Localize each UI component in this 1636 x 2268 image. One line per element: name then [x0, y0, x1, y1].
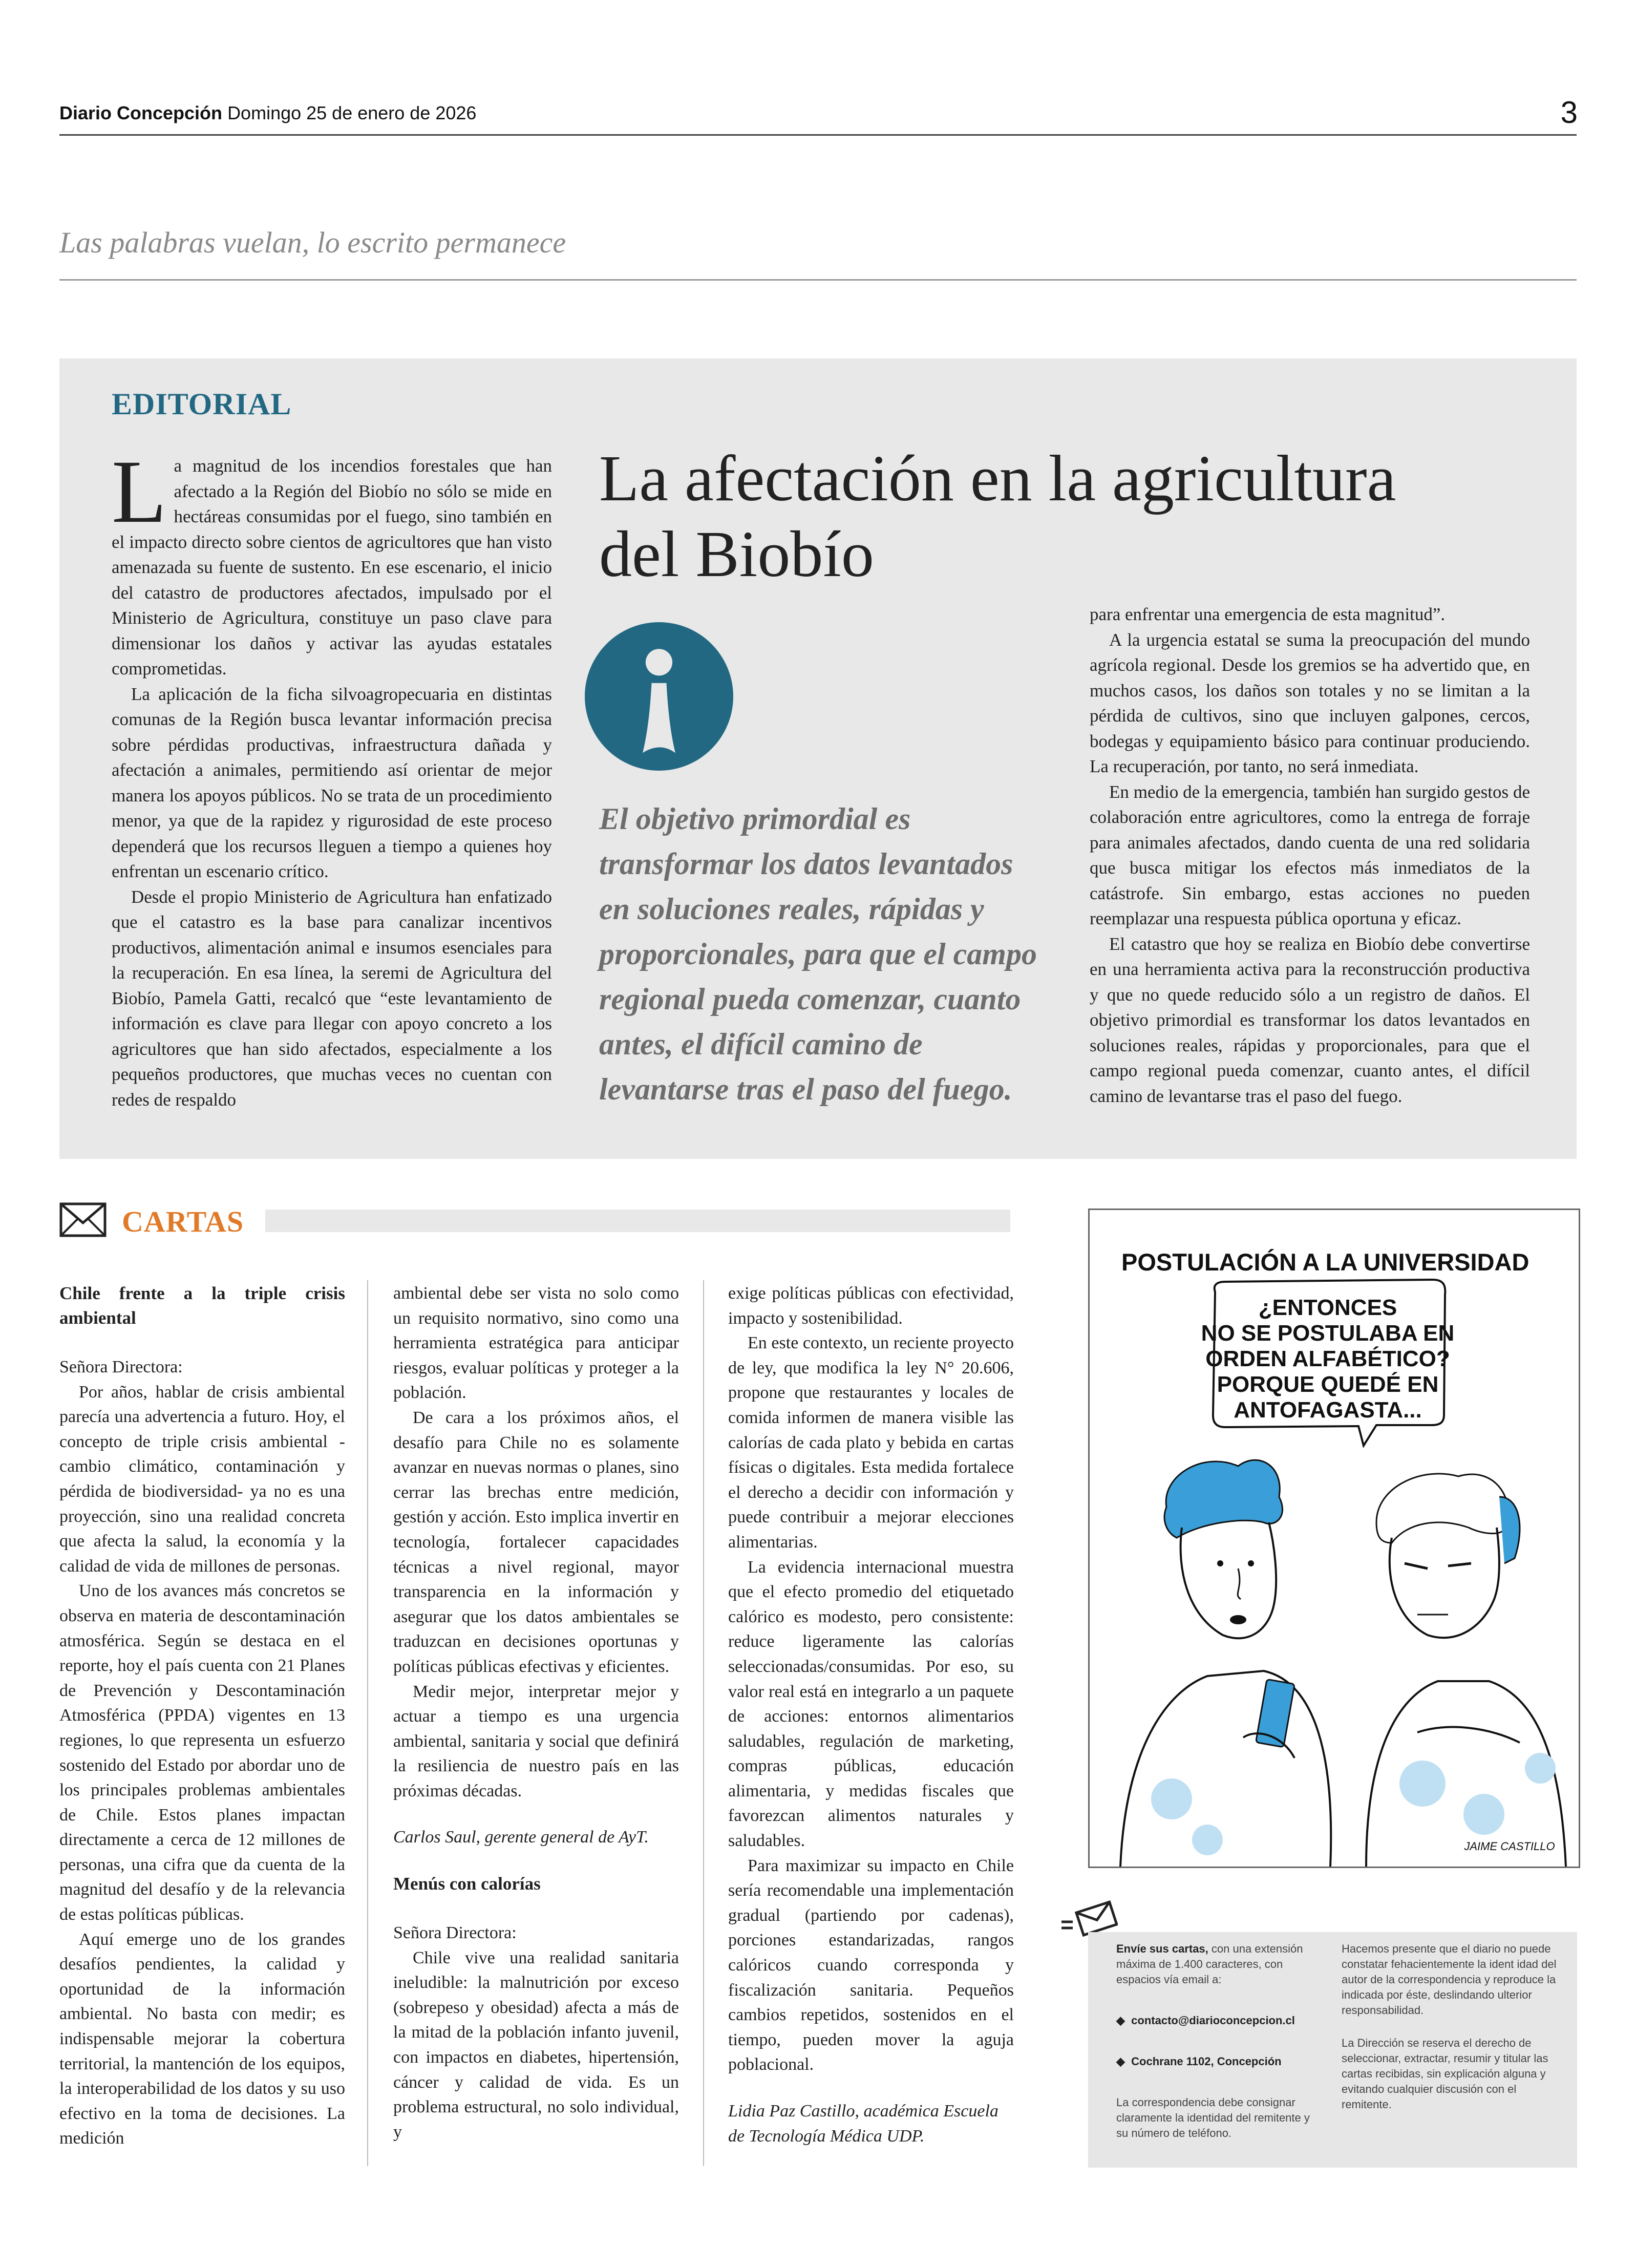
editorial-paragraph: A la urgencia estatal se suma la preocupación del mundo agrícola regional. Desde los gremios se ha advertido que, en muchos casos, los daños son totales y no se limitan a la pérdida de cultivos, sino que incluyen galpones, cercos, bodegas y equipamiento básico para continuar produciendo. La recuperación, por tanto, no será inmediata. [1090, 629, 1530, 776]
notice-direction: La Dirección se reserva el derecho de seleccionar, extractar, resumir y titular las cartas recibidas, sin explicación alguna y evitando cualquier discusión con el remitente. [1342, 2037, 1548, 2111]
svg-text:ANTOFAGASTA...: ANTOFAGASTA... [1234, 1397, 1422, 1423]
send-notices [1342, 1941, 1557, 2112]
editorial-column-1 [112, 442, 552, 1112]
consign-note: La correspondencia debe consignar claramente la identidad del remitente y su número de teléfono. [1116, 2096, 1310, 2139]
letter-paragraph: ambiental debe ser vista no solo como un requisito normativo, sino como una herramienta estratégica para anticipar riesgos, evaluar políticas y proteger a la población. [393, 1284, 679, 1403]
letter-paragraph: La evidencia internacional muestra que el efecto promedio del etiquetado calórico es modesto, pero consistente: reduce ligeramente las calorías seleccionadas/consumidas. Por eso, su valor real está en integrarlo a un paquete de acciones: entornos alimentarios saludables, regulación de marketing, compras públicas, educación alimentaria, y medidas fiscales que favorezcan alimentos naturales y saludables. [728, 1557, 1014, 1851]
column-divider [703, 1280, 704, 2166]
cartoon-title: POSTULACIÓN A LA UNIVERSIDAD [1121, 1248, 1529, 1276]
drop-cap: L [112, 442, 167, 542]
issue-date: Domingo 25 de enero de 2026 [227, 102, 477, 123]
editorial-headline: La afectación en la agricultura del Biobío [599, 442, 1396, 590]
editorial-paragraph: La aplicación de la ficha silvoagropecuaria en distintas comunas de la Región busca levantar información precisa sobre pérdidas productivas, infraestructura dañada y afectación a animales, permitiendo así orientar de mejor manera los apoyos públicos. No se trata de un procedimiento menor, ya que de la rapidez y rigurosidad de este proceso dependerá que los recursos lleguen a tiempo a quienes hoy enfrentan un escenario crítico. [112, 684, 552, 881]
page-number: 3 [1560, 95, 1578, 130]
paper-name: Diario Concepción [59, 102, 223, 123]
envelope-icon [59, 1202, 107, 1237]
cartas-bar [265, 1210, 1010, 1232]
svg-text:PORQUE QUEDÉ EN: PORQUE QUEDÉ EN [1217, 1372, 1439, 1397]
letter-paragraph: En este contexto, un reciente proyecto de ley, que modifica la ley N° 20.606, propone que restaurantes y locales de comida informen de manera visible las calorías de cada plato y bebida en cartas físicas o digitales. Esta medida fortalece el derecho a decidir con información y puede contribuir a mejorar elecciones alimentarias. [728, 1333, 1014, 1552]
letter-paragraph: Para maximizar su impacto en Chile sería recomendable una implementación gradual (partiendo por cadenas), porciones estandarizadas, rangos calóricos cuando corresponda y fiscalización sanitaria. Pequeños cambios repetidos, sostenidos en el tiempo, pueden mover la aguja poblacional. [728, 1856, 1014, 2074]
svg-text:NO SE POSTULABA EN: NO SE POSTULABA EN [1201, 1321, 1455, 1346]
letter-paragraph: Por años, hablar de crisis ambiental parecía una advertencia a futuro. Hoy, el concepto de triple crisis ambiental -cambio climático, contaminación y pérdida de biodiversidad- ya no es una proyección, sino una realidad concreta que afecta la salud, la economía y la calidad de vida de millones de personas. [59, 1382, 345, 1576]
editorial-label: EDITORIAL [112, 387, 292, 421]
left-character [1120, 1460, 1331, 1867]
letter-signature: Lidia Paz Castillo, académica Escuela de Tecnología Médica UDP. [728, 2102, 998, 2146]
letter-paragraph: Chile vive una realidad sanitaria ineludible: la malnutrición por exceso (sobrepeso y obesidad) afecta a más de la mitad de la población infanto juvenil, con impactos en diabetes, hipertensión, cáncer y calidad de vida. Es un problema estructural, no solo individual, y [393, 1948, 679, 2142]
letters-column-2 [393, 1281, 679, 2145]
letter-paragraph: Aquí emerge uno de los grandes desafíos pendientes, la calidad y oportunidad de la información ambiental. No basta con medir; es indispensable mejorar la cobertura territorial, la mantención de los equipos, la interoperabilidad de los datos y su uso efectivo en la toma de decisiones. La medición [59, 1930, 345, 2148]
editorial-paragraph: Desde el propio Ministerio de Agricultura han enfatizado que el catastro es la base para canalizar incentivos productivos, alimentación animal e insumos esenciales para la recuperación. En esa línea, la seremi de Agricultura del Biobío, Pamela Gatti, recalcó que “este levantamiento de información es clave para llegar con apoyo concreto a los agricultores que han sido afectados, especialmente a los pequeños productores, que muchas veces no cuentan con redes de respaldo [112, 886, 552, 1110]
right-character [1366, 1474, 1566, 1867]
editorial-column-3 [1090, 602, 1530, 1109]
contact-email[interactable]: ◆ contacto@diarioconcepcion.cl [1116, 2014, 1295, 2027]
cartoon-drawing [1090, 1210, 1579, 1867]
notice-responsibility: Hacemos presente que el diario no puede constatar fehacientemente la ident idad del autor de la correspondencia y reproduce la indicada por éste, deslindando ulterior responsabilidad. [1342, 1942, 1557, 2017]
send-instructions [1116, 1941, 1316, 2141]
pull-quote: El objetivo primordial es transformar los datos levantados en soluciones reales, rápidas y proporcionales, para que el campo regional pueda comenzar, cuanto antes, el difícil camino de levantarse tras el paso del fuego. [599, 802, 1037, 1106]
letters-column-1 [59, 1281, 345, 2151]
letters-column-3 [728, 1281, 1014, 2149]
letter-salutation: Señora Directora: [59, 1358, 183, 1376]
letter-title: Chile frente a la triple crisis ambiental [59, 1283, 345, 1328]
letter-paragraph: De cara a los próximos años, el desafío para Chile no es solamente avanzar en nuevas normas o planes, sino cerrar las brechas entre medición, gestión y acción. Esto implica invertir en tecnología, fortalecer capacidades técnicas a nivel regional, mayor transparencia en la información y asegurar que los datos ambientales se traduzcan en decisiones oportunas y políticas públicas efectivas y eficientes. [393, 1408, 679, 1676]
editorial-paragraph: En medio de la emergencia, también han surgido gestos de colaboración entre agricultores, como la entrega de forraje para animales afectados, dando cuenta de una red solidaria que busca mitigar los efectos más inmediatos de la catástrofe. Sin embargo, estas acciones no pueden reemplazar una respuesta pública oportuna y eficaz. [1090, 781, 1530, 928]
letter-paragraph: Medir mejor, interpretar mejor y actuar a tiempo es una urgencia ambiental, sanitaria y social que definirá la resiliencia de nuestro país en las próximas décadas. [393, 1682, 679, 1800]
editorial-cartoon [1088, 1209, 1580, 1868]
cartas-label: CARTAS [122, 1205, 244, 1238]
contact-address: ◆ Cochrane 1102, Concepción [1116, 2055, 1282, 2068]
editorial-paragraph: El catastro que hoy se realiza en Biobío debe convertirse en una herramienta activa para la reconstrucción productiva y que no quede reducido sólo a un registro de daños. El objetivo primordial es transformar los datos levantados en soluciones reales, rápidas y proporcionales, para que el campo regional pueda comenzar, cuanto antes, el difícil camino de levantarse tras el paso del fuego. [1090, 934, 1530, 1106]
section-motto: Las palabras vuelan, lo escrito permanece [59, 226, 566, 259]
cartoon-signature: JAIME CASTILLO [1464, 1840, 1555, 1853]
letter-title: Menús con calorías [393, 1874, 541, 1894]
editorial-paragraph: para enfrentar una emergencia de esta magnitud”. [1090, 604, 1446, 624]
send-lead: Envíe sus cartas, con una extensión máxima de 1.400 caracteres, con espacios vía email a: [1116, 1942, 1303, 1986]
letter-paragraph: Uno de los avances más concretos se observa en materia de descontaminación atmosférica. Según se destaca en el reporte, hoy el país cuenta con 21 Planes de Prevención y Descontaminación Atmosférica (PPDA) vigentes en 13 regiones, lo que representa un esfuerzo sostenido del Estado por abordar uno de los principales problemas ambientales de Chile. Estos planes impactan directamente a cerca de 12 millones de personas, una cifra que da cuenta de la magnitud del desafío y de la relevancia de estas políticas públicas. [59, 1581, 345, 1924]
letter-signature: Carlos Saul, gerente general de AyT. [393, 1828, 649, 1847]
spacer [728, 2078, 1014, 2099]
info-icon [585, 622, 733, 771]
page-header [59, 102, 476, 124]
spacer [393, 1804, 679, 1825]
editorial-paragraph: La magnitud de los incendios forestales que han afectado a la Región del Biobío no sólo se mide en hectáreas consumidas por el fuego, sino también en el impacto directo sobre cientos de agricultores que han visto amenazada su fuente de sustento. En ese escenario, el inicio del catastro de productores afectados, impulsado por el Ministerio de Agricultura, constituye un paso clave para dimensionar los daños y activar las ayudas estatales comprometidas. [112, 442, 552, 679]
svg-text:¿ENTONCES: ¿ENTONCES [1258, 1295, 1397, 1320]
letter-paragraph: exige políticas públicas con efectividad, impacto y sostenibilidad. [728, 1284, 1014, 1328]
letter-salutation: Señora Directora: [393, 1923, 517, 1943]
svg-text:ORDEN ALFABÉTICO?: ORDEN ALFABÉTICO? [1205, 1346, 1450, 1371]
send-letters-box [1088, 1932, 1577, 2168]
header-rule [59, 134, 1577, 136]
column-divider [367, 1280, 368, 2166]
spacer [393, 1850, 679, 1872]
motto-rule [59, 279, 1577, 281]
